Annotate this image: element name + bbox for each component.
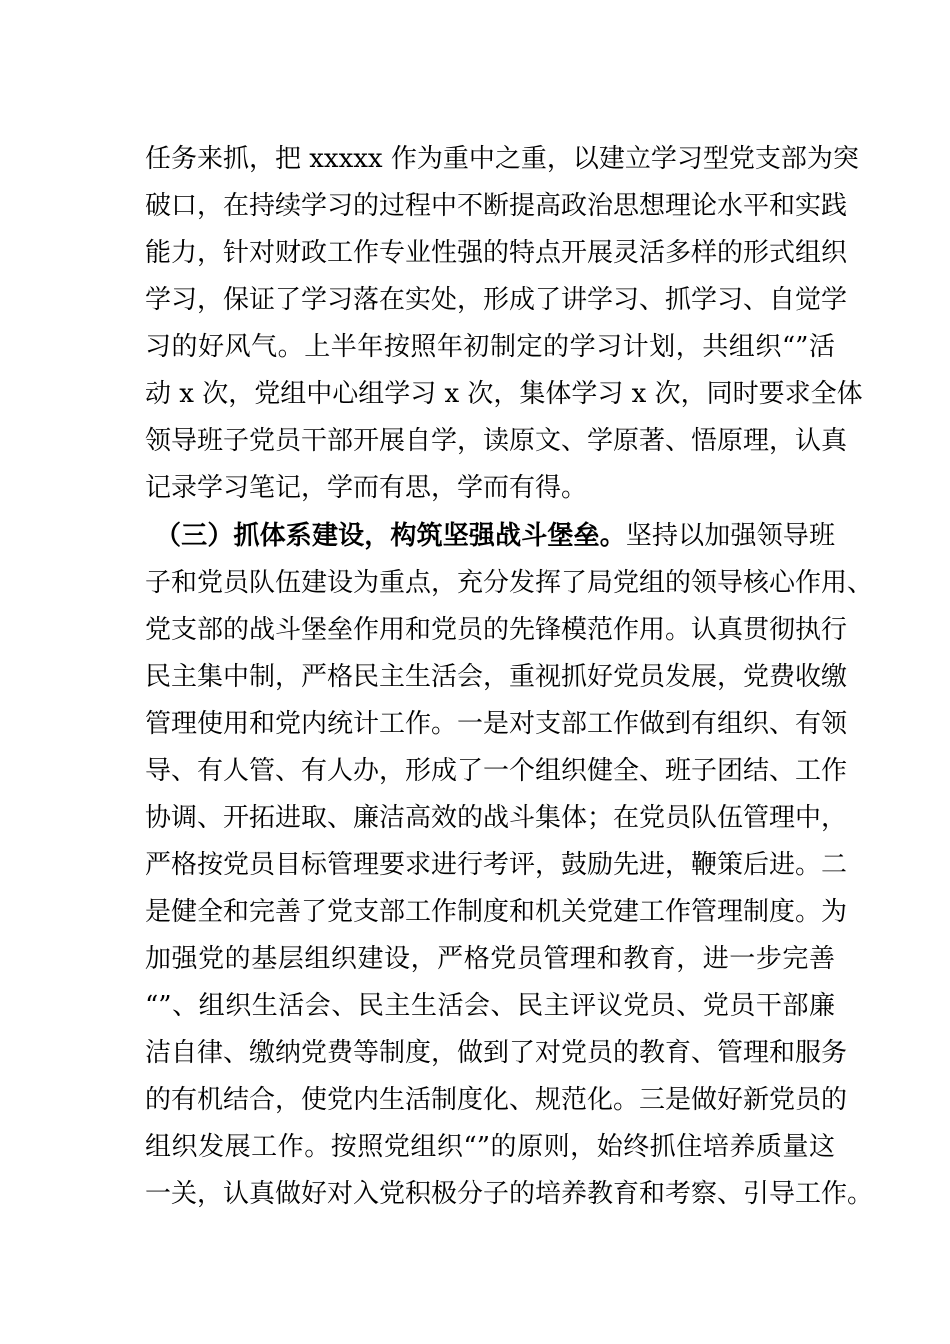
text-line: “”、组织生活会、民主生活会、民主评议党员、党员干部廉	[145, 991, 835, 1021]
text-line: 习的好风气。上半年按照年初制定的学习计划，共组织“”活	[145, 332, 835, 362]
section-heading: （三）抓体系建设，构筑坚强战斗堡垒。	[155, 521, 626, 551]
paragraph-first-line	[155, 516, 835, 556]
text-line: 领导班子党员干部开展自学，读原文、学原著、悟原理，认真	[145, 426, 848, 456]
text-line: 动 x 次，党组中心组学习 x 次，集体学习 x 次，同时要求全体	[145, 379, 863, 409]
text-line: 洁自律、缴纳党费等制度，做到了对党员的教育、管理和服务	[145, 1038, 848, 1068]
text-line: 任务来抓，把 xxxxx 作为重中之重，以建立学习型党支部为突	[145, 144, 859, 174]
text-line: 组织发展工作。按照党组织“”的原则，始终抓住培养质量这	[145, 1132, 835, 1162]
text-line: 记录学习笔记，学而有思，学而有得。	[145, 473, 588, 503]
heading-continuation: 坚持以加强领导班	[625, 521, 835, 551]
text-line: 破口，在持续学习的过程中不断提高政治思想理论水平和实践	[145, 191, 848, 221]
text-line: 加强党的基层组织建设，严格党员管理和教育，进一步完善	[145, 944, 835, 974]
text-line: 子和党员队伍建设为重点，充分发挥了局党组的领导核心作用、	[145, 568, 874, 598]
text-line: 协调、开拓进取、廉洁高效的战斗集体；在党员队伍管理中，	[145, 803, 848, 833]
text-line: 党支部的战斗堡垒作用和党员的先锋模范作用。认真贯彻执行	[145, 615, 848, 645]
text-line: 管理使用和党内统计工作。一是对支部工作做到有组织、有领	[145, 709, 848, 739]
text-line: 严格按党员目标管理要求进行考评，鼓励先进，鞭策后进。二	[145, 850, 848, 880]
text-line: 一关，认真做好对入党积极分子的培养教育和考察、引导工作。	[145, 1179, 874, 1209]
text-line: 能力，针对财政工作专业性强的特点开展灵活多样的形式组织	[145, 238, 848, 268]
text-line: 学习，保证了学习落在实处，形成了讲学习、抓学习、自觉学	[145, 285, 848, 315]
text-line: 的有机结合，使党内生活制度化、规范化。三是做好新党员的	[145, 1085, 848, 1115]
text-line: 民主集中制，严格民主生活会，重视抓好党员发展，党费收缴	[145, 662, 848, 692]
text-line: 是健全和完善了党支部工作制度和机关党建工作管理制度。为	[145, 897, 848, 927]
text-line: 导、有人管、有人办，形成了一个组织健全、班子团结、工作	[145, 756, 848, 786]
